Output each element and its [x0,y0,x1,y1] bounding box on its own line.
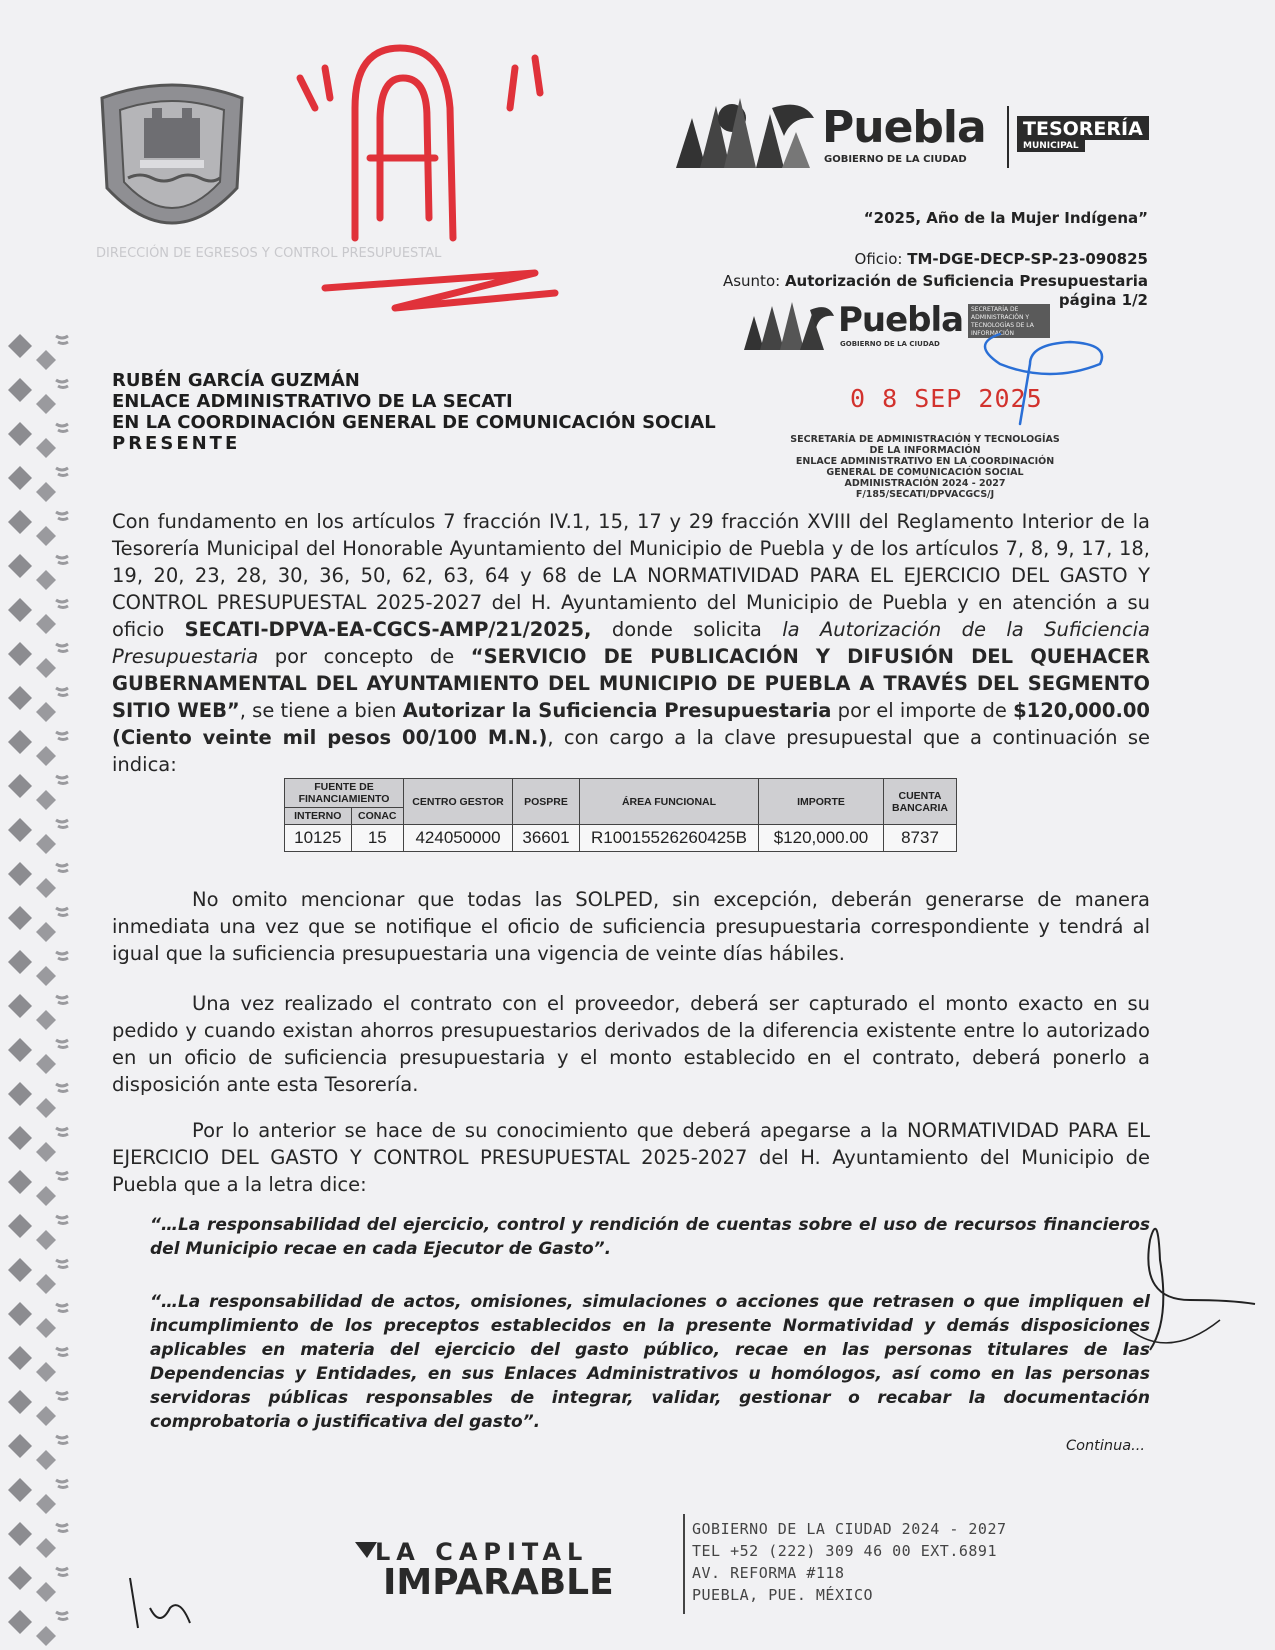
table-header-row [285,779,957,808]
paragraph-authorization [112,508,1150,778]
paragraph-contract [112,990,1150,1098]
red-marker-annotation [285,38,605,328]
stamp-line: ADMINISTRACIÓN 2024 - 2027 [844,478,1006,489]
cell-conac: 15 [351,825,403,852]
footer-slogan-logo [355,1524,655,1603]
stamp-line: SECRETARÍA DE ADMINISTRACIÓN Y TECNOLOGÍAS [790,434,1060,445]
page-number: página 1/2 [1058,291,1148,309]
blue-pen-initials [960,324,1120,434]
th-pospre: POSPRE [513,779,580,825]
quote-responsabilidad-actos: “…La responsabilidad de actos, omisiones, simulaciones o acciones que retrasen o que impliquen el incumplimiento de los preceptos establecidos en la presente Normatividad y demás disposiciones aplicables en materia del ejercicio del gasto público, recae en las personas titulares de las Dependencias y Entidades, en sus Enlaces Administrativos u homólogos, así como en las personas servidoras públicas responsables de integrar, validar, gestionar o recabar la documentación comprobatoria o justificativa del gasto”. [150,1292,1150,1432]
th-interno: INTERNO [285,808,352,825]
stamp-brand-subtitle: GOBIERNO DE LA CIUDAD [840,340,940,348]
stamp-line: F/185/SECATI/DPVACGCS/J [855,489,995,500]
addressee-name: RUBÉN GARCÍA GUZMÁN [112,370,360,391]
cell-importe: $120,000.00 [759,825,884,852]
decorative-border [6,330,76,1650]
addressee-position: ENLACE ADMINISTRATIVO DE LA SECATI [112,391,513,412]
p3-text: Una vez realizado el contrato con el proveedor, deberá ser capturado el monto exacto en su pedido y cuando existan ahorros presupuestarios derivados de la diferencia existente entre lo autorizado en un oficio de suficiencia presupuestaria y el monto establecido en el contrato, deberá ponerlo a disposición ante esta Tesorería. [112,992,1150,1096]
stamp-line: DE LA INFORMACIÓN [869,445,981,456]
continua-label: Continua... [1066,1438,1145,1454]
slogan-line-1: LA CAPITAL [375,1538,589,1566]
p1-amount: $120,000.00 (Ciento veinte mil pesos 00/100 M.N.) [112,699,1150,749]
p1-text-a: Con fundamento en los artículos 7 fracción IV.1, 15, 17 y 29 fracción XVIII del Reglamento Interior de la Tesorería Municipal del Honorable Ayuntamiento del Municipio de Puebla y de los artículos 7, 8, 9, 17, 18, 19, 20, 23, 28, 30, 36, 50, 62, 63, 64 y 68 de LA NORMATIVIDAD PARA EL EJERCICIO DEL GASTO Y CONTROL PRESUPUESTAL 2025-2027 del H. Ayuntamiento del Municipio de Puebla y en atención a su oficio [112,510,1150,641]
p1-oficio-ref: SECATI-DPVA-EA-CGCS-AMP/21/2025, [184,618,592,641]
th-fuente: FUENTE DE FINANCIAMIENTO [285,779,404,808]
signature-bottom [120,1568,230,1638]
p4-text: Por lo anterior se hace de su conocimiento que deberá apegarse a la NORMATIVIDAD PARA EL EJERCICIO DEL GASTO Y CONTROL PRESUPUESTAL 2025-2027 del H. Ayuntamiento del Municipio de Puebla que a la letra dice: [112,1119,1150,1196]
addressee-department: EN LA COORDINACIÓN GENERAL DE COMUNICACIÓN SOCIAL [112,412,716,433]
p2-text: No omito mencionar que todas las SOLPED, sin excepción, deberán generarse de manera inmediata una vez que se notifique el oficio de suficiencia presupuestaria correspondiente y tendrá al igual que la suficiencia presupuestaria una vigencia de veinte días hábiles. [112,888,1150,965]
paragraph-solped [112,886,1150,967]
brand-subtitle: GOBIERNO DE LA CIUDAD [824,154,967,165]
th-importe: IMPORTE [759,779,884,825]
cell-centro-gestor: 424050000 [404,825,513,852]
brand-name: Puebla [822,102,986,153]
footer-info-line: AV. REFORMA #118 [692,1564,845,1582]
ghost-text: DIRECCIÓN DE EGRESOS Y CONTROL PRESUPUESTAL [96,246,442,261]
p1-text-d: , se tiene a bien [239,699,403,722]
cell-area-funcional: R10015526260425B [580,825,759,852]
th-cuenta: CUENTA BANCARIA [884,779,957,825]
slogan-line-2: IMPARABLE [383,1562,614,1603]
th-centro-gestor: CENTRO GESTOR [404,779,513,825]
received-date: 0 8 SEP 2025 [850,384,1043,413]
p1-italic: la Autorización de la Suficiencia Presupuestaria [112,618,1150,668]
footer-info-line: PUEBLA, PUE. MÉXICO [692,1586,874,1604]
year-motto: “2025, Año de la Mujer Indígena” [863,209,1148,227]
stamp-brand-name: Puebla [838,300,964,340]
quote-responsabilidad-ejercicio: “…La responsabilidad del ejercicio, control y rendición de cuentas sobre el uso de recursos financieros del Municipio recae en cada Ejecutor de Gasto”. [150,1215,1150,1259]
table-row [285,825,957,852]
cell-cuenta: 8737 [884,825,957,852]
asunto-value: Autorización de Suficiencia Presupuestaria [784,272,1148,290]
cell-interno: 10125 [285,825,352,852]
p1-autorizar: Autorizar la Suficiencia Presupuestaria [402,699,832,722]
puebla-emblem-icon [672,88,820,174]
tesoreria-subtitle: MUNICIPAL [1017,140,1085,152]
presente-label: PRESENTE [112,433,241,454]
p1-text-f: , con cargo a la clave presupuestal que a continuación se indica: [112,726,1151,776]
tesoreria-badge [1007,106,1147,168]
p1-text-b: donde solicita [591,618,783,641]
p1-concept: “SERVICIO DE PUBLICACIÓN Y DIFUSIÓN DEL QUEHACER GUBERNAMENTAL DEL AYUNTAMIENTO DEL MUNICIPIO DE PUEBLA A TRAVÉS DEL SEGMENTO SITIO WEB” [112,645,1150,722]
addressee-block [112,370,716,454]
puebla-logo [672,88,1008,174]
stamp-line: ENLACE ADMINISTRATIVO EN LA COORDINACIÓN [795,456,1055,467]
footer-divider [683,1514,685,1614]
asunto-label: Asunto: [722,272,781,290]
p1-text-c: por concepto de [258,645,471,668]
oficio-number: TM-DGE-DECP-SP-23-090825 [907,250,1148,268]
stamp-emblem-icon [740,296,836,354]
footer-info-line: TEL +52 (222) 309 46 00 EXT.6891 [692,1542,997,1560]
oficio-line [855,250,1148,268]
paragraph-normatividad [112,1117,1150,1198]
city-seal-icon [92,78,252,250]
p1-text-e: por el importe de [831,699,1014,722]
footer-contact-info [692,1518,1007,1606]
asunto-line [723,272,1148,290]
footer-info-line: GOBIERNO DE LA CIUDAD 2024 - 2027 [692,1520,1007,1538]
signature-right [1130,1200,1260,1370]
tesoreria-title: TESORERÍA [1017,116,1149,140]
th-conac: CONAC [351,808,403,825]
th-area-funcional: ÁREA FUNCIONAL [580,779,759,825]
stamp-side-text: SECRETARÍA DE ADMINISTRACIÓN Y TECNOLOGÍAS DE LA INFORMACIÓN [968,304,1050,338]
received-stamp-text [760,434,1090,500]
stamp-line: GENERAL DE COMUNICACIÓN SOCIAL [826,467,1024,478]
cell-pospre: 36601 [513,825,580,852]
oficio-label: Oficio: [854,250,903,268]
budget-key-table [284,778,957,852]
